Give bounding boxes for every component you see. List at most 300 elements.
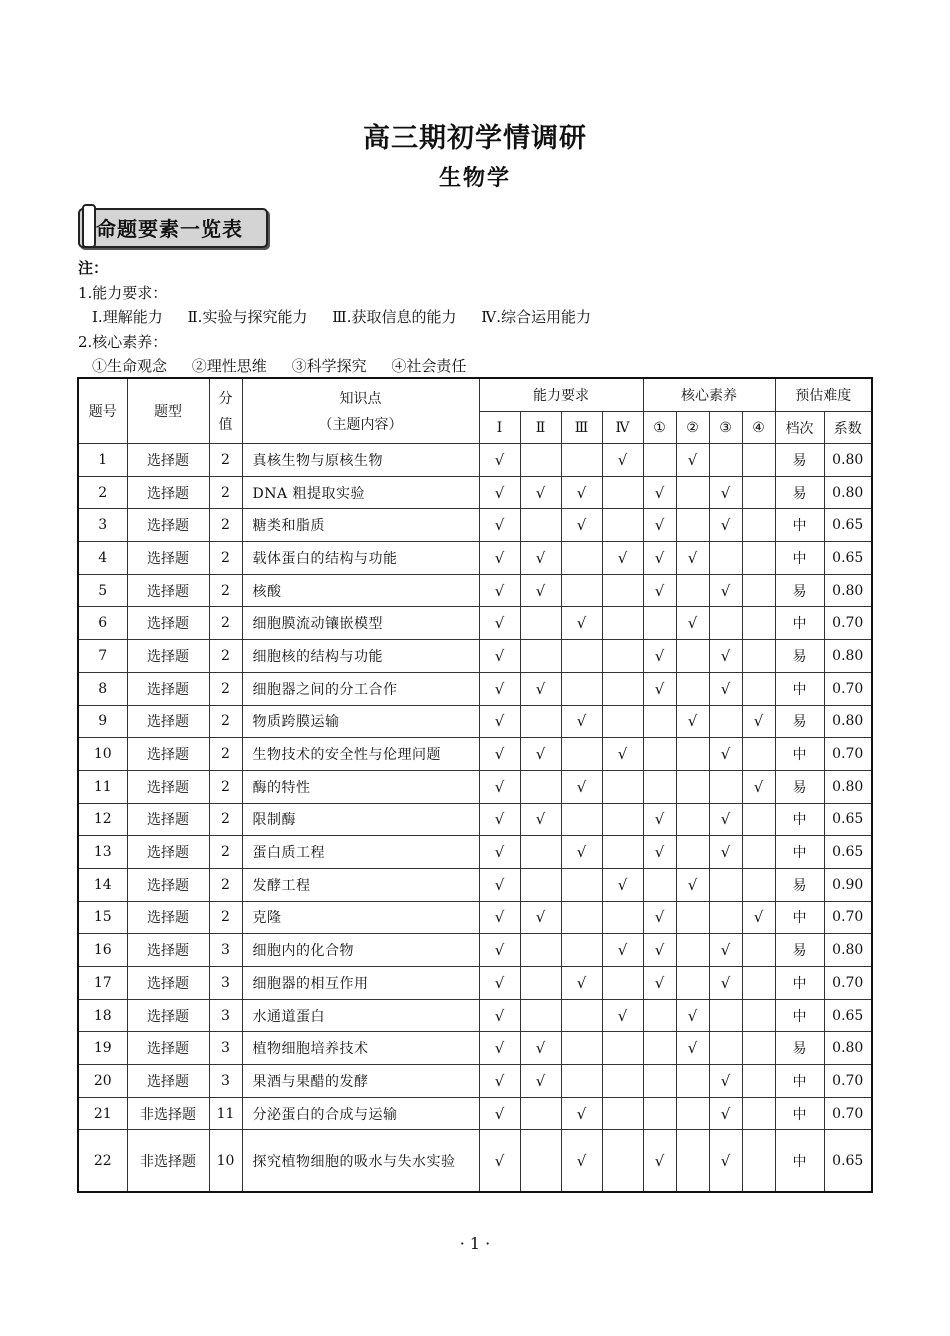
table-row <box>78 1032 872 1065</box>
cell-type: 选择题 <box>127 738 209 771</box>
cell-topic: 细胞器之间的分工合作 <box>242 672 479 705</box>
cell-topic: 酶的特性 <box>242 770 479 803</box>
cell-ability <box>520 607 561 640</box>
cell-level: 易 <box>775 934 824 967</box>
cell-literacy <box>742 476 775 509</box>
cell-literacy <box>643 738 676 771</box>
header-type: 题型 <box>127 378 209 444</box>
cell-type: 选择题 <box>127 476 209 509</box>
cell-literacy <box>643 542 676 575</box>
cell-type: 选择题 <box>127 1065 209 1098</box>
cell-score: 2 <box>209 868 242 901</box>
header-ability-col: Ⅲ <box>561 412 602 444</box>
cell-ability <box>602 1032 643 1065</box>
check-mark: √ <box>494 875 505 894</box>
cell-ability <box>479 1032 520 1065</box>
cell-literacy <box>742 574 775 607</box>
cell-num: 3 <box>78 509 127 542</box>
cell-ability <box>520 1065 561 1098</box>
cell-ability <box>520 476 561 509</box>
cell-level: 中 <box>775 672 824 705</box>
header-literacy-col: ② <box>676 412 709 444</box>
check-mark: √ <box>654 1151 665 1170</box>
check-mark: √ <box>535 483 546 502</box>
check-mark: √ <box>535 1039 546 1058</box>
literacy-heading: 2.核心素养： <box>78 332 168 351</box>
check-mark: √ <box>494 516 505 535</box>
cell-literacy <box>742 738 775 771</box>
cell-topic: 克隆 <box>242 901 479 934</box>
cell-ability <box>479 868 520 901</box>
header-difficulty: 预估难度 <box>775 378 872 412</box>
check-mark: √ <box>654 973 665 992</box>
cell-literacy <box>643 967 676 1000</box>
check-mark: √ <box>654 581 665 600</box>
header-coef: 系数 <box>824 412 872 444</box>
cell-num: 5 <box>78 574 127 607</box>
cell-literacy <box>742 868 775 901</box>
check-mark: √ <box>687 875 698 894</box>
literacy-legend-item: ①生命观念 <box>92 357 168 375</box>
table-row <box>78 934 872 967</box>
literacy-legend <box>78 354 611 379</box>
cell-literacy <box>676 836 709 869</box>
header-ability-col: Ⅱ <box>520 412 561 444</box>
cell-type: 选择题 <box>127 1032 209 1065</box>
cell-ability <box>479 476 520 509</box>
cell-topic: 限制酶 <box>242 803 479 836</box>
check-mark: √ <box>617 548 628 567</box>
cell-ability <box>561 444 602 477</box>
check-mark: √ <box>617 941 628 960</box>
check-mark: √ <box>494 745 505 764</box>
cell-level: 中 <box>775 542 824 575</box>
cell-topic: 细胞内的化合物 <box>242 934 479 967</box>
cell-literacy <box>709 999 742 1032</box>
cell-type: 选择题 <box>127 999 209 1032</box>
check-mark: √ <box>720 516 731 535</box>
cell-coef: 0.65 <box>824 542 872 575</box>
table-row <box>78 444 872 477</box>
cell-coef: 0.65 <box>824 1130 872 1192</box>
header-topic <box>242 378 479 444</box>
cell-ability <box>602 738 643 771</box>
cell-ability <box>479 1130 520 1192</box>
cell-literacy <box>709 672 742 705</box>
cell-literacy <box>709 640 742 673</box>
check-mark: √ <box>494 1071 505 1090</box>
cell-ability <box>561 640 602 673</box>
cell-literacy <box>676 868 709 901</box>
cell-coef: 0.80 <box>824 574 872 607</box>
check-mark: √ <box>654 843 665 862</box>
cell-literacy <box>742 836 775 869</box>
cell-ability <box>479 672 520 705</box>
cell-level: 易 <box>775 444 824 477</box>
check-mark: √ <box>654 941 665 960</box>
cell-num: 12 <box>78 803 127 836</box>
cell-literacy <box>709 1032 742 1065</box>
check-mark: √ <box>720 973 731 992</box>
cell-topic: 细胞核的结构与功能 <box>242 640 479 673</box>
cell-num: 7 <box>78 640 127 673</box>
ability-heading: 1.能力要求： <box>78 283 168 302</box>
cell-level: 易 <box>775 1032 824 1065</box>
cell-literacy <box>643 672 676 705</box>
check-mark: √ <box>720 1151 731 1170</box>
check-mark: √ <box>535 908 546 927</box>
cell-literacy <box>643 770 676 803</box>
check-mark: √ <box>654 483 665 502</box>
cell-type: 选择题 <box>127 640 209 673</box>
cell-ability <box>602 836 643 869</box>
cell-literacy <box>676 672 709 705</box>
cell-literacy <box>742 1032 775 1065</box>
cell-coef: 0.80 <box>824 476 872 509</box>
cell-score: 2 <box>209 672 242 705</box>
cell-literacy <box>643 868 676 901</box>
cell-literacy <box>643 934 676 967</box>
table-row <box>78 607 872 640</box>
cell-level: 易 <box>775 640 824 673</box>
cell-type: 选择题 <box>127 542 209 575</box>
cell-coef: 0.65 <box>824 836 872 869</box>
cell-ability <box>520 1130 561 1192</box>
cell-num: 1 <box>78 444 127 477</box>
cell-topic: 水通道蛋白 <box>242 999 479 1032</box>
check-mark: √ <box>494 973 505 992</box>
cell-score: 2 <box>209 476 242 509</box>
check-mark: √ <box>494 450 505 469</box>
header-ability-col: Ⅳ <box>602 412 643 444</box>
cell-coef: 0.80 <box>824 934 872 967</box>
literacy-legend-item: ②理性思维 <box>191 357 267 375</box>
header-level: 档次 <box>775 412 824 444</box>
header-score-line: 值 <box>218 417 233 433</box>
cell-ability <box>520 705 561 738</box>
table-row <box>78 868 872 901</box>
check-mark: √ <box>720 679 731 698</box>
check-mark: √ <box>687 450 698 469</box>
cell-literacy <box>742 934 775 967</box>
cell-score: 3 <box>209 999 242 1032</box>
check-mark: √ <box>753 777 764 796</box>
cell-ability <box>479 999 520 1032</box>
cell-ability <box>602 934 643 967</box>
cell-level: 易 <box>775 574 824 607</box>
question-table <box>77 377 873 1193</box>
cell-literacy <box>709 967 742 1000</box>
cell-coef: 0.70 <box>824 672 872 705</box>
cell-literacy <box>643 1065 676 1098</box>
table-row <box>78 1065 872 1098</box>
table-row <box>78 738 872 771</box>
cell-type: 选择题 <box>127 901 209 934</box>
cell-ability <box>520 509 561 542</box>
cell-literacy <box>709 574 742 607</box>
cell-topic: 载体蛋白的结构与功能 <box>242 542 479 575</box>
cell-literacy <box>643 1130 676 1192</box>
cell-topic: 分泌蛋白的合成与运输 <box>242 1097 479 1130</box>
cell-ability <box>561 868 602 901</box>
cell-literacy <box>742 1065 775 1098</box>
cell-ability <box>479 705 520 738</box>
cell-literacy <box>709 934 742 967</box>
cell-score: 11 <box>209 1097 242 1130</box>
cell-ability <box>561 836 602 869</box>
check-mark: √ <box>494 908 505 927</box>
check-mark: √ <box>535 810 546 829</box>
cell-score: 10 <box>209 1130 242 1192</box>
check-mark: √ <box>494 614 505 633</box>
cell-ability <box>602 1130 643 1192</box>
cell-literacy <box>676 1130 709 1192</box>
check-mark: √ <box>576 712 587 731</box>
cell-topic: 发酵工程 <box>242 868 479 901</box>
cell-literacy <box>742 999 775 1032</box>
cell-ability <box>520 640 561 673</box>
cell-num: 2 <box>78 476 127 509</box>
cell-num: 8 <box>78 672 127 705</box>
cell-literacy <box>676 770 709 803</box>
cell-ability <box>561 705 602 738</box>
table-body <box>78 444 872 1192</box>
check-mark: √ <box>576 777 587 796</box>
cell-ability <box>520 1032 561 1065</box>
cell-literacy <box>742 803 775 836</box>
cell-coef: 0.70 <box>824 901 872 934</box>
table-row <box>78 803 872 836</box>
table-row <box>78 476 872 509</box>
cell-literacy <box>742 770 775 803</box>
cell-literacy <box>709 542 742 575</box>
cell-literacy <box>676 934 709 967</box>
cell-literacy <box>676 444 709 477</box>
cell-num: 13 <box>78 836 127 869</box>
cell-level: 中 <box>775 803 824 836</box>
cell-score: 2 <box>209 444 242 477</box>
cell-ability <box>602 901 643 934</box>
cell-ability <box>602 999 643 1032</box>
cell-ability <box>479 803 520 836</box>
cell-type: 选择题 <box>127 607 209 640</box>
check-mark: √ <box>535 679 546 698</box>
check-mark: √ <box>720 941 731 960</box>
check-mark: √ <box>720 843 731 862</box>
cell-level: 中 <box>775 999 824 1032</box>
cell-literacy <box>709 1130 742 1192</box>
cell-level: 中 <box>775 607 824 640</box>
cell-score: 3 <box>209 1065 242 1098</box>
cell-level: 中 <box>775 836 824 869</box>
cell-ability <box>479 509 520 542</box>
cell-coef: 0.65 <box>824 509 872 542</box>
cell-literacy <box>742 901 775 934</box>
check-mark: √ <box>687 548 698 567</box>
cell-literacy <box>742 509 775 542</box>
notes-section <box>78 256 611 379</box>
cell-num: 15 <box>78 901 127 934</box>
ability-legend <box>78 305 611 330</box>
cell-topic: DNA 粗提取实验 <box>242 476 479 509</box>
cell-ability <box>520 999 561 1032</box>
table-row <box>78 672 872 705</box>
cell-ability <box>602 705 643 738</box>
cell-type: 选择题 <box>127 934 209 967</box>
cell-ability <box>561 1065 602 1098</box>
cell-ability <box>479 444 520 477</box>
cell-literacy <box>643 901 676 934</box>
cell-ability <box>602 967 643 1000</box>
check-mark: √ <box>576 614 587 633</box>
banner-label: 命题要素一览表 <box>96 217 243 241</box>
cell-topic: 物质跨膜运输 <box>242 705 479 738</box>
check-mark: √ <box>617 875 628 894</box>
check-mark: √ <box>687 1039 698 1058</box>
cell-literacy <box>709 868 742 901</box>
page-subtitle: 生物学 <box>438 165 511 191</box>
cell-literacy <box>643 640 676 673</box>
table-row <box>78 770 872 803</box>
cell-ability <box>479 1065 520 1098</box>
cell-literacy <box>643 509 676 542</box>
cell-ability <box>561 901 602 934</box>
cell-ability <box>602 803 643 836</box>
cell-literacy <box>676 1065 709 1098</box>
cell-ability <box>561 607 602 640</box>
cell-ability <box>520 574 561 607</box>
cell-literacy <box>742 672 775 705</box>
cell-topic: 植物细胞培养技术 <box>242 1032 479 1065</box>
cell-literacy <box>709 1097 742 1130</box>
header-ability: 能力要求 <box>479 378 643 412</box>
notes-heading: 注： <box>78 259 109 277</box>
cell-literacy <box>643 607 676 640</box>
cell-coef: 0.80 <box>824 444 872 477</box>
header-literacy: 核心素养 <box>643 378 775 412</box>
cell-literacy <box>742 1097 775 1130</box>
cell-coef: 0.70 <box>824 738 872 771</box>
cell-literacy <box>643 999 676 1032</box>
cell-ability <box>479 770 520 803</box>
check-mark: √ <box>494 1039 505 1058</box>
cell-literacy <box>676 640 709 673</box>
check-mark: √ <box>617 450 628 469</box>
check-mark: √ <box>753 908 764 927</box>
cell-literacy <box>676 901 709 934</box>
cell-topic: 果酒与果醋的发酵 <box>242 1065 479 1098</box>
check-mark: √ <box>494 581 505 600</box>
cell-literacy <box>676 1032 709 1065</box>
cell-literacy <box>742 640 775 673</box>
cell-literacy <box>643 444 676 477</box>
table-row <box>78 640 872 673</box>
cell-ability <box>561 967 602 1000</box>
cell-level: 中 <box>775 1097 824 1130</box>
cell-literacy <box>742 542 775 575</box>
cell-score: 2 <box>209 640 242 673</box>
cell-literacy <box>676 803 709 836</box>
cell-ability <box>602 640 643 673</box>
cell-ability <box>602 868 643 901</box>
cell-literacy <box>709 836 742 869</box>
check-mark: √ <box>576 973 587 992</box>
cell-type: 非选择题 <box>127 1130 209 1192</box>
check-mark: √ <box>494 712 505 731</box>
cell-ability <box>602 542 643 575</box>
cell-ability <box>561 509 602 542</box>
header-topic-line: （主题内容） <box>318 417 403 433</box>
cell-literacy <box>709 901 742 934</box>
cell-ability <box>520 868 561 901</box>
cell-literacy <box>643 1097 676 1130</box>
cell-ability <box>561 574 602 607</box>
cell-num: 6 <box>78 607 127 640</box>
check-mark: √ <box>654 646 665 665</box>
cell-literacy <box>709 444 742 477</box>
cell-ability <box>561 803 602 836</box>
cell-level: 中 <box>775 901 824 934</box>
cell-score: 2 <box>209 770 242 803</box>
cell-literacy <box>709 607 742 640</box>
cell-literacy <box>742 705 775 738</box>
cell-score: 2 <box>209 738 242 771</box>
check-mark: √ <box>535 581 546 600</box>
cell-level: 易 <box>775 476 824 509</box>
ability-legend-item: Ⅲ.获取信息的能力 <box>332 308 457 326</box>
check-mark: √ <box>494 777 505 796</box>
cell-type: 选择题 <box>127 705 209 738</box>
check-mark: √ <box>654 908 665 927</box>
cell-num: 16 <box>78 934 127 967</box>
cell-ability <box>561 738 602 771</box>
cell-num: 22 <box>78 1130 127 1192</box>
check-mark: √ <box>576 483 587 502</box>
header-literacy-col: ③ <box>709 412 742 444</box>
check-mark: √ <box>687 712 698 731</box>
table-row <box>78 901 872 934</box>
header-topic-line: 知识点 <box>339 391 382 407</box>
cell-ability <box>479 836 520 869</box>
check-mark: √ <box>494 810 505 829</box>
cell-literacy <box>742 444 775 477</box>
cell-level: 易 <box>775 770 824 803</box>
cell-score: 2 <box>209 574 242 607</box>
cell-score: 2 <box>209 607 242 640</box>
cell-coef: 0.80 <box>824 705 872 738</box>
cell-ability <box>520 836 561 869</box>
cell-topic: 糖类和脂质 <box>242 509 479 542</box>
cell-num: 10 <box>78 738 127 771</box>
check-mark: √ <box>617 745 628 764</box>
cell-coef: 0.90 <box>824 868 872 901</box>
table-row <box>78 705 872 738</box>
header-score-line: 分 <box>218 391 233 407</box>
check-mark: √ <box>687 614 698 633</box>
cell-score: 3 <box>209 934 242 967</box>
check-mark: √ <box>535 745 546 764</box>
cell-ability <box>479 542 520 575</box>
cell-level: 易 <box>775 705 824 738</box>
cell-coef: 0.80 <box>824 640 872 673</box>
cell-coef: 0.70 <box>824 607 872 640</box>
check-mark: √ <box>654 810 665 829</box>
cell-level: 中 <box>775 738 824 771</box>
cell-type: 选择题 <box>127 444 209 477</box>
cell-ability <box>561 542 602 575</box>
cell-literacy <box>643 476 676 509</box>
cell-literacy <box>709 1065 742 1098</box>
